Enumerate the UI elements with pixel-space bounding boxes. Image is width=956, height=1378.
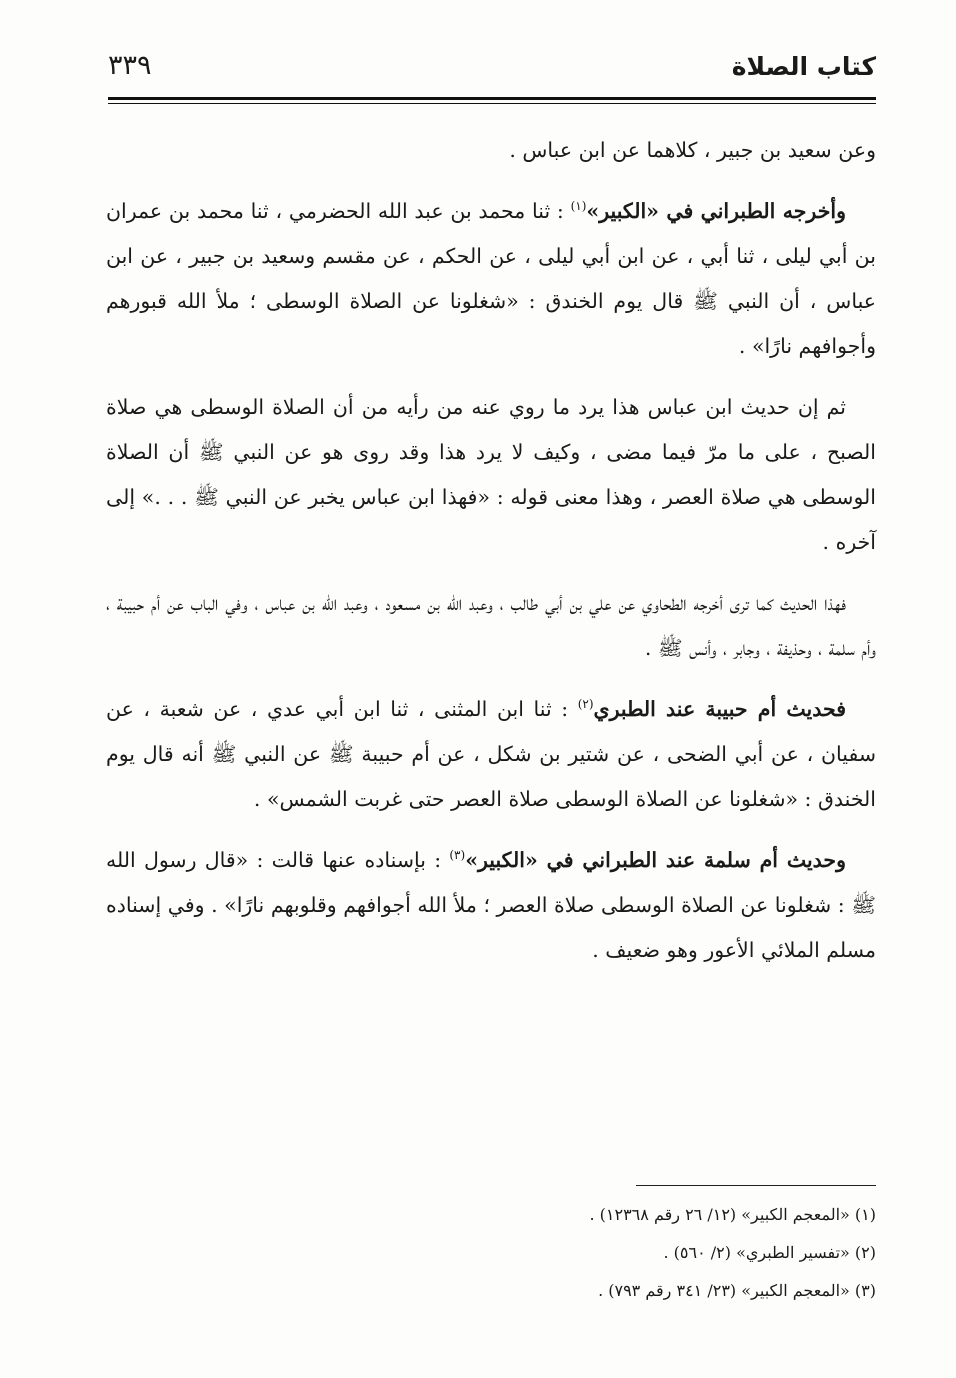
page-header	[108, 52, 876, 96]
paragraph-text: ثم إن حديث ابن عباس هذا يرد ما روي عنه من رأيه من أن الصلاة الوسطى هي صلاة الصبح ، على ما مرّ فيما مضى ، وكيف لا يرد هذا وقد روى هو عن النبي ﷺ أن الصلاة الوسطى هي صلاة العصر ، وهذا معنى قوله : «فهذا ابن عباس يخبر عن النبي ﷺ . . .» إلى آخره .	[106, 395, 876, 554]
footnote-2: (٢) «تفسير الطبري» (٢/ ٥٦٠) .	[663, 1243, 876, 1262]
footnote-separator	[636, 1185, 876, 1186]
page-number: ٣٣٩	[108, 50, 152, 81]
paragraph-2	[106, 189, 876, 369]
paragraph-text: : ثنا ابن المثنى ، ثنا ابن أبي عدي ، عن شعبة ، عن سفيان ، عن أبي الضحى ، عن شتير بن شكل ، عن أم حبيبة ﷺ عن النبي ﷺ أنه قال يوم الخندق : «شغلونا عن الصلاة الوسطى صلاة العصر حتى غربت الشمس» .	[106, 697, 876, 811]
paragraph-4	[106, 581, 876, 671]
paragraph-lead: وحديث أم سلمة عند الطبراني في «الكبير»	[465, 848, 847, 872]
header-rule-thin	[108, 103, 876, 104]
paragraph-text: : بإسناده عنها قالت : «قال رسول الله ﷺ : شغلونا عن الصلاة الوسطى صلاة العصر ؛ ملأ الله أجوافهم وقلوبهم نارًا» . وفي إسناده مسلم الملائي الأعور وهو ضعيف .	[106, 848, 876, 962]
paragraph-text: فهذا الحديث كما ترى أخرجه الطحاوي عن علي بن أبي طالب ، وعبد الله بن مسعود ، وعبد الله بن عباس ، وفي الباب عن أم حبيبة ، وأم سلمة ، وحذيفة ، وجابر ، وأنس ﷺ .	[106, 591, 876, 660]
footnote-ref: (٣)	[449, 848, 466, 863]
header-rule-thick	[108, 97, 876, 100]
paragraph-5	[106, 687, 876, 822]
paragraph-1	[106, 128, 876, 173]
footnote-ref: (١)	[570, 199, 587, 214]
footnotes	[106, 1196, 876, 1310]
paragraph-lead: وأخرجه الطبراني في «الكبير»	[586, 199, 846, 223]
paragraph-lead: فحديث أم حبيبة عند الطبري	[593, 697, 847, 721]
footnote-ref: (٢)	[577, 697, 594, 712]
footnote-3: (٣) «المعجم الكبير» (٢٣/ ٣٤١ رقم ٧٩٣) .	[598, 1281, 876, 1300]
paragraph-3	[106, 385, 876, 565]
main-text	[106, 128, 876, 989]
footnote-1: (١) «المعجم الكبير» (١٢/ ٢٦ رقم ١٢٣٦٨) .	[589, 1205, 876, 1224]
paragraph-6	[106, 838, 876, 973]
running-title: كتاب الصلاة	[731, 52, 876, 81]
paragraph-text: وعن سعيد بن جبير ، كلاهما عن ابن عباس .	[509, 138, 876, 162]
paragraph-text: : ثنا محمد بن عبد الله الحضرمي ، ثنا محمد بن عمران بن أبي ليلى ، ثنا أبي ، عن ابن أبي ليلى ، عن الحكم ، عن مقسم وسعيد بن جبير ، عن ابن عباس ، أن النبي ﷺ قال يوم الخندق : «شغلونا عن الصلاة الوسطى ؛ ملأ الله قبورهم وأجوافهم نارًا» .	[106, 199, 876, 358]
